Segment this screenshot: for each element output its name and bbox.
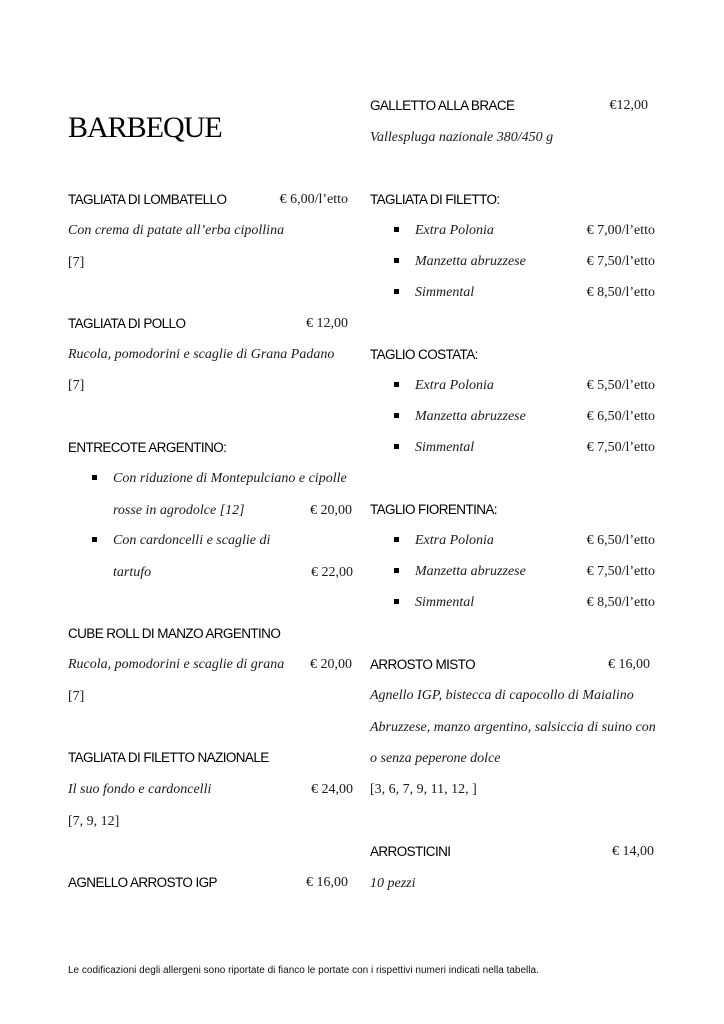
item-name: TAGLIATA DI FILETTO: [370, 192, 500, 207]
bullet-icon [394, 599, 399, 604]
item-name: TAGLIO FIORENTINA: [370, 502, 497, 517]
bullet-icon [394, 537, 399, 542]
item-description: Il suo fondo e cardoncelli [68, 782, 212, 797]
bullet-icon [394, 227, 399, 232]
item-name: TAGLIATA DI FILETTO NAZIONALE [68, 750, 269, 765]
item-allergens: [7] [68, 255, 85, 270]
option-price: € 7,50/l’etto [586, 564, 655, 579]
bullet-icon [394, 382, 399, 387]
item-price: € 24,00 [311, 782, 353, 797]
option-price: € 8,50/l’etto [586, 285, 655, 300]
option-label: Con cardoncelli e scaglie di [113, 533, 271, 548]
item-allergens: [7] [68, 689, 85, 704]
option-price: € 8,50/l’etto [586, 595, 655, 610]
item-description: o senza peperone dolce [370, 751, 501, 766]
item-description: Rucola, pomodorini e scaglie di Grana Padano [68, 347, 335, 362]
option-label: Extra Polonia [415, 378, 494, 393]
item-description: Agnello IGP, bistecca di capocollo di Maialino [370, 688, 634, 703]
item-price: € 20,00 [310, 657, 352, 672]
option-label: Con riduzione di Montepulciano e cipolle [113, 471, 347, 486]
item-price: € 6,00/l’etto [279, 192, 348, 207]
item-name: TAGLIATA DI POLLO [68, 316, 186, 331]
item-name: TAGLIO COSTATA: [370, 347, 478, 362]
bullet-icon [92, 475, 97, 480]
item-name: ENTRECOTE ARGENTINO: [68, 440, 227, 455]
item-name: AGNELLO ARROSTO IGP [68, 875, 217, 890]
item-description: Rucola, pomodorini e scaglie di grana [68, 657, 285, 672]
item-allergens: [7] [68, 378, 85, 393]
option-label: Simmental [415, 595, 475, 610]
option-price: € 6,50/l’etto [586, 409, 655, 424]
item-allergens: [7, 9, 12] [68, 814, 120, 829]
allergen-footnote: Le codificazioni degli allergeni sono riportate di fianco le portate con i rispettivi numeri indicati nella tabella. [68, 965, 539, 976]
item-name: GALLETTO ALLA BRACE [370, 98, 515, 113]
option-label: Simmental [415, 440, 475, 455]
item-price: € 16,00 [608, 657, 650, 672]
option-price: € 7,00/l’etto [586, 223, 655, 238]
bullet-icon [92, 537, 97, 542]
bullet-icon [394, 258, 399, 263]
option-label: tartufo [113, 565, 152, 580]
option-price: € 5,50/l’etto [586, 378, 655, 393]
option-price: € 7,50/l’etto [586, 254, 655, 269]
option-label: Manzetta abruzzese [415, 564, 526, 579]
page-title: BARBEQUE [68, 111, 222, 144]
option-price: € 22,00 [311, 565, 353, 580]
item-price: €12,00 [609, 98, 648, 113]
option-label: Extra Polonia [415, 223, 494, 238]
item-price: € 14,00 [612, 844, 654, 859]
item-name: CUBE ROLL DI MANZO ARGENTINO [68, 626, 281, 641]
option-price: € 7,50/l’etto [586, 440, 655, 455]
option-label: Manzetta abruzzese [415, 409, 526, 424]
option-label: Simmental [415, 285, 475, 300]
item-name: TAGLIATA DI LOMBATELLO [68, 192, 227, 207]
item-description: Vallespluga nazionale 380/450 g [370, 130, 554, 145]
option-price: € 20,00 [310, 503, 352, 518]
bullet-icon [394, 289, 399, 294]
bullet-icon [394, 444, 399, 449]
option-label: Extra Polonia [415, 533, 494, 548]
item-name: ARROSTO MISTO [370, 657, 475, 672]
item-description: Con crema di patate all’erba cipollina [68, 223, 285, 238]
bullet-icon [394, 568, 399, 573]
option-price: € 6,50/l’etto [586, 533, 655, 548]
item-description: Abruzzese, manzo argentino, salsiccia di suino con [370, 720, 656, 735]
item-description: 10 pezzi [370, 876, 416, 891]
bullet-icon [394, 413, 399, 418]
item-name: ARROSTICINI [370, 844, 451, 859]
item-price: € 12,00 [306, 316, 348, 331]
option-label: Manzetta abruzzese [415, 254, 526, 269]
item-allergens: [3, 6, 7, 9, 11, 12, ] [370, 782, 477, 797]
item-price: € 16,00 [306, 875, 348, 890]
option-label: rosse in agrodolce [12] [113, 503, 245, 518]
